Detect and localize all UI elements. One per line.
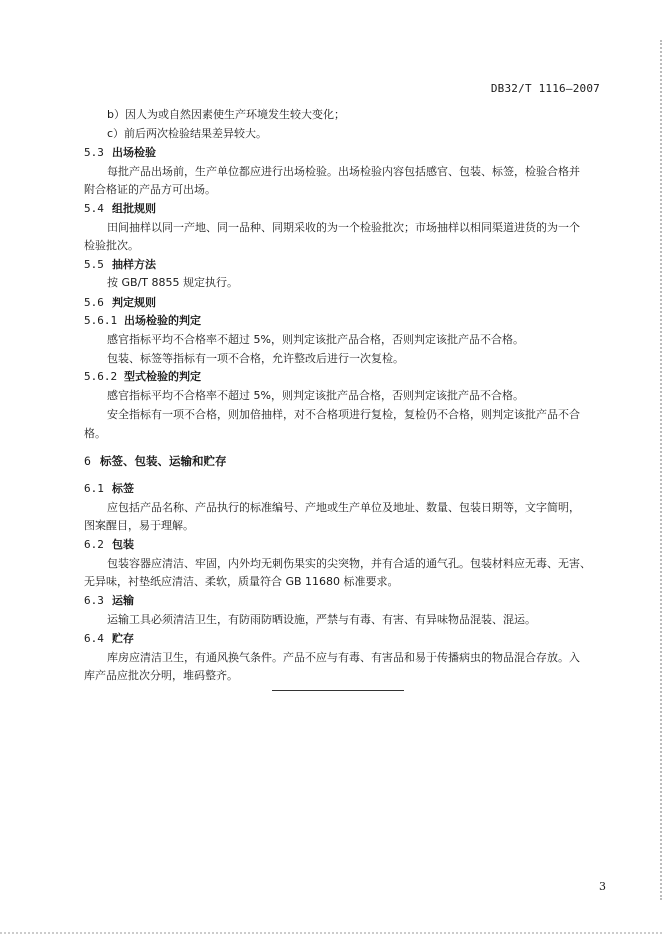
section-5-6-2-heading xyxy=(84,370,201,384)
section-number: 5.6.1 xyxy=(84,314,118,327)
paragraph-line: 检验批次。 xyxy=(84,239,139,252)
paragraph-line: 每批产品出场前，生产单位都应进行出场检验。出场检验内容包括感官、包装、标签，检验合格并 xyxy=(107,165,580,178)
section-number: 5.4 xyxy=(84,202,104,215)
section-5-4-heading xyxy=(84,202,156,216)
paragraph-line: 包装、标签等指标有一项不合格，允许整改后进行一次复检。 xyxy=(107,352,404,365)
section-title: 运输 xyxy=(112,594,134,607)
section-6-4-heading xyxy=(84,632,134,646)
section-number: 6.1 xyxy=(84,482,104,495)
section-number: 6.4 xyxy=(84,632,104,645)
paragraph-line: 库产品应批次分明，堆码整齐。 xyxy=(84,669,238,682)
section-number: 5.6 xyxy=(84,296,104,309)
section-6-1-heading xyxy=(84,482,134,496)
section-title: 出场检验的判定 xyxy=(124,314,201,327)
section-title: 标签 xyxy=(112,482,134,495)
paragraph-line: 应包括产品名称、产品执行的标准编号、产地或生产单位及地址、数量、包装日期等，文字简明， xyxy=(107,501,580,514)
section-number: 6.3 xyxy=(84,594,104,607)
section-5-6-1-heading xyxy=(84,314,201,328)
paragraph-line: 运输工具必须清洁卫生，有防雨防晒设施，严禁与有毒、有害、有异味物品混装、混运。 xyxy=(107,613,536,626)
section-5-6-heading xyxy=(84,296,156,310)
section-title: 抽样方法 xyxy=(112,258,156,271)
paragraph-line: 附合格证的产品方可出场。 xyxy=(84,183,216,196)
paragraph-line: 库房应清洁卫生，有通风换气条件。产品不应与有毒、有害品和易于传播病虫的物品混合存放。入 xyxy=(107,651,580,664)
section-title: 包装 xyxy=(112,538,134,551)
section-title: 标签、包装、运输和贮存 xyxy=(100,454,227,468)
section-5-5-heading xyxy=(84,258,156,272)
standard-code: DB32/T 1116—2007 xyxy=(490,82,600,95)
end-divider xyxy=(272,690,404,691)
section-title: 组批规则 xyxy=(112,202,156,215)
paragraph-line: 按 GB/T 8855 规定执行。 xyxy=(107,276,238,289)
paragraph-line: 田间抽样以同一产地、同一品种、同期采收的为一个检验批次；市场抽样以相同渠道进货的为一个 xyxy=(107,221,580,234)
section-title: 型式检验的判定 xyxy=(124,370,201,383)
section-number: 5.5 xyxy=(84,258,104,271)
page-number: 3 xyxy=(599,880,606,893)
section-title: 贮存 xyxy=(112,632,134,645)
section-6-2-heading xyxy=(84,538,134,552)
paragraph-line: 感官指标平均不合格率不超过 5%，则判定该批产品合格，否则判定该批产品不合格。 xyxy=(107,333,524,346)
section-title: 判定规则 xyxy=(112,296,156,309)
section-number: 5.6.2 xyxy=(84,370,118,383)
section-number: 6 xyxy=(84,454,91,468)
section-6-3-heading xyxy=(84,594,134,608)
paragraph-line: 图案醒目，易于理解。 xyxy=(84,519,194,532)
paragraph-line: 格。 xyxy=(84,427,106,440)
section-title: 出场检验 xyxy=(112,146,156,159)
chapter-6-heading xyxy=(84,454,227,468)
paragraph-line: 包装容器应清洁、牢固，内外均无刺伤果实的尖突物，并有合适的通气孔。包装材料应无毒、无害、 xyxy=(107,557,591,570)
list-item-c: c）前后两次检验结果差异较大。 xyxy=(107,127,268,140)
paragraph-line: 无异味，衬垫纸应清洁、柔软，质量符合 GB 11680 标准要求。 xyxy=(84,575,399,588)
section-5-3-heading xyxy=(84,146,156,160)
section-number: 5.3 xyxy=(84,146,104,159)
paragraph-line: 安全指标有一项不合格，则加倍抽样，对不合格项进行复检，复检仍不合格，则判定该批产品不合 xyxy=(107,408,580,421)
scan-edge-right xyxy=(656,40,662,900)
scan-edge-bottom xyxy=(0,932,662,934)
paragraph-line: 感官指标平均不合格率不超过 5%，则判定该批产品合格，否则判定该批产品不合格。 xyxy=(107,389,524,402)
list-item-b: b）因人为或自然因素使生产环境发生较大变化； xyxy=(107,108,345,121)
section-number: 6.2 xyxy=(84,538,104,551)
